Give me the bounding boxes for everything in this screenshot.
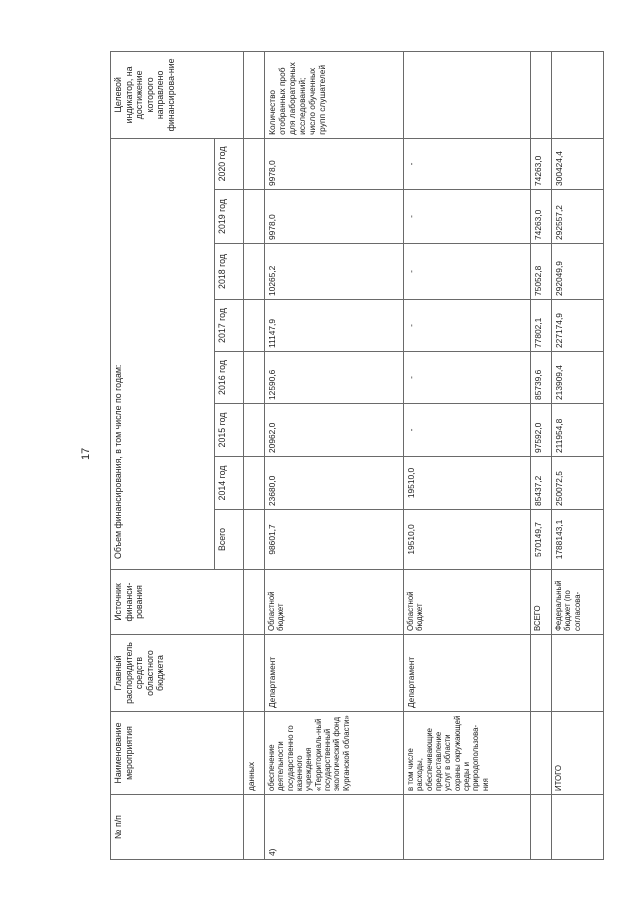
cell-target xyxy=(244,51,265,138)
cell-num: 4) xyxy=(265,795,404,860)
cell-year-value: 227174,9 xyxy=(552,300,604,352)
cell-num xyxy=(531,795,552,860)
cell-manager xyxy=(531,635,552,712)
cell-source xyxy=(244,570,265,635)
table-row xyxy=(552,51,604,859)
cell-target xyxy=(404,51,531,138)
cell-year-value: 211954,8 xyxy=(552,404,604,457)
page-number: 17 xyxy=(80,447,92,460)
cell-year-value: - xyxy=(404,190,531,244)
cell-year-value xyxy=(244,244,265,300)
cell-year-value: 292049,9 xyxy=(552,244,604,300)
cell-name: ИТОГО xyxy=(552,712,604,795)
cell-year-value: - xyxy=(404,138,531,189)
cell-name xyxy=(531,712,552,795)
header-year: 2014 год xyxy=(215,457,244,510)
cell-manager: Департамент xyxy=(404,635,531,712)
cell-year-value xyxy=(244,352,265,404)
cell-source: Областной бюджет xyxy=(404,570,531,635)
table-row xyxy=(265,51,404,859)
table-row xyxy=(404,51,531,859)
table-row xyxy=(531,51,552,859)
cell-num xyxy=(552,795,604,860)
cell-year-value: 9978,0 xyxy=(265,138,404,189)
cell-year-value: 77802,1 xyxy=(531,300,552,352)
cell-name: в том числе расходы, обеспечивающие предоставление услуг в области охраны окружающей среды и природопользова-ния xyxy=(404,712,531,795)
cell-year-value: 97592,0 xyxy=(531,404,552,457)
cell-manager: Департамент xyxy=(265,635,404,712)
cell-year-value: 74263,0 xyxy=(531,190,552,244)
cell-manager xyxy=(244,635,265,712)
header-total: Всего xyxy=(215,510,244,570)
cell-year-value: 9978,0 xyxy=(265,190,404,244)
cell-year-value: 85739,6 xyxy=(531,352,552,404)
cell-year-value: 20962,0 xyxy=(265,404,404,457)
cell-year-value: 12590,6 xyxy=(265,352,404,404)
cell-num xyxy=(404,795,531,860)
cell-source: Федеральный бюджет (по согласова- xyxy=(552,570,604,635)
cell-year-value xyxy=(244,404,265,457)
cell-year-value: 74263,0 xyxy=(531,138,552,189)
cell-source: Областной бюджет xyxy=(265,570,404,635)
cell-target xyxy=(552,51,604,138)
cell-name: обеспечение деятельности государственно го казенного учреждения «Территориаль-ный государственный экологический фонд Курганской области» xyxy=(265,712,404,795)
cell-year-value: 19510,0 xyxy=(404,457,531,510)
cell-total: 570149,7 xyxy=(531,510,552,570)
cell-year-value: 10265,2 xyxy=(265,244,404,300)
cell-year-value xyxy=(244,138,265,189)
financing-table xyxy=(110,51,604,860)
table-row xyxy=(244,51,265,859)
header-financing: Объем финансирования, в том числе по годам: xyxy=(111,138,215,569)
cell-source: ВСЕГО xyxy=(531,570,552,635)
cell-year-value: 213909,4 xyxy=(552,352,604,404)
rotated-page xyxy=(80,52,610,860)
header-year: 2016 год xyxy=(215,352,244,404)
header-year: 2015 год xyxy=(215,404,244,457)
header-year: 2020 год xyxy=(215,138,244,189)
cell-target xyxy=(531,51,552,138)
header-year: 2018 год xyxy=(215,244,244,300)
header-year: 2017 год xyxy=(215,300,244,352)
cell-year-value: 85437,2 xyxy=(531,457,552,510)
cell-year-value: 250072,5 xyxy=(552,457,604,510)
header-target: Целевой индикатор, на достижение которого направлено финансирова-ние xyxy=(111,51,244,138)
header-year: 2019 год xyxy=(215,190,244,244)
cell-year-value: 75052,8 xyxy=(531,244,552,300)
cell-target: Количество отобранных проб для лабораторных исследований; число обученных групп слушателей xyxy=(265,51,404,138)
cell-year-value xyxy=(244,457,265,510)
cell-year-value: - xyxy=(404,404,531,457)
header-name: Наименование мероприятия xyxy=(111,712,244,795)
cell-total: 19510,0 xyxy=(404,510,531,570)
cell-manager xyxy=(552,635,604,712)
cell-year-value: 23680,0 xyxy=(265,457,404,510)
header-source: Источник финанси-рования xyxy=(111,570,244,635)
cell-total xyxy=(244,510,265,570)
cell-year-value: - xyxy=(404,352,531,404)
cell-year-value: 300424,4 xyxy=(552,138,604,189)
cell-name: данных xyxy=(244,712,265,795)
cell-year-value: 292557,2 xyxy=(552,190,604,244)
cell-year-value xyxy=(244,300,265,352)
header-manager: Главный распорядитель средств областного бюджета xyxy=(111,635,244,712)
header-num: № п/п xyxy=(111,795,244,860)
cell-total: 98601,7 xyxy=(265,510,404,570)
cell-year-value: - xyxy=(404,244,531,300)
cell-year-value xyxy=(244,190,265,244)
cell-total: 1788143,1 xyxy=(552,510,604,570)
cell-year-value: 11147,9 xyxy=(265,300,404,352)
cell-num xyxy=(244,795,265,860)
cell-year-value: - xyxy=(404,300,531,352)
